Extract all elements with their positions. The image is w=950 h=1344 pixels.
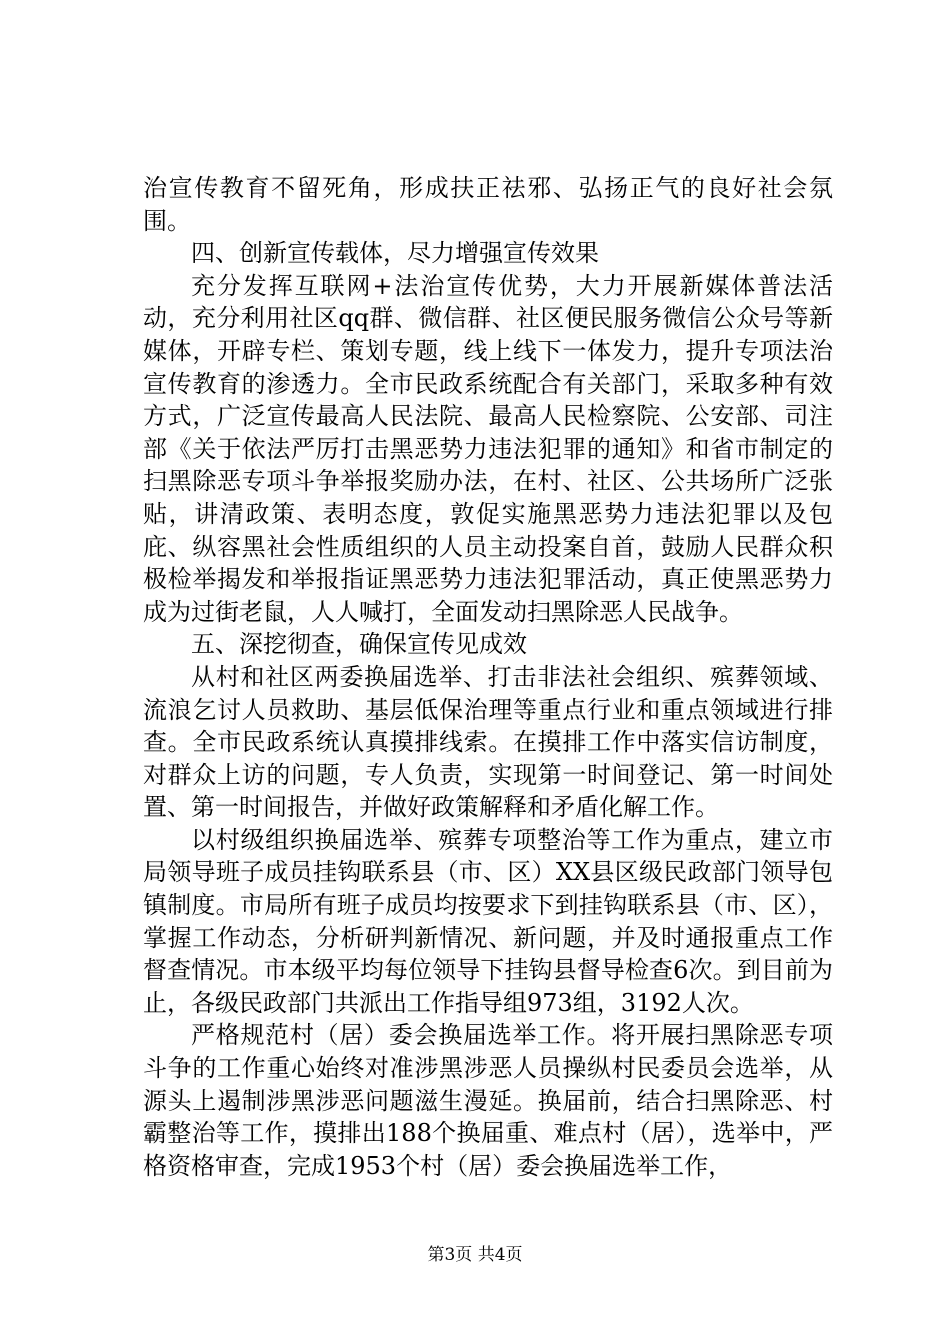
page-number-footer: 第3页 共4页 xyxy=(427,1245,523,1265)
section-heading-4: 四、创新宣传载体，尽力增强宣传效果 xyxy=(191,239,599,268)
paragraph-2: 充分发挥互联网+法治宣传优势，大力开展新媒体普法活动，充分利用社区qq群、微信群、社区便民服务微信公众号等新媒体，开辟专栏、策划专题，线上线下一体发力，提升专项法治宣传教育的渗透力。全市民政系统配合有关部门，采取多种有效方式，广泛宣传最高人民法院、最高人民检察院、公安部、司注部《关于依法严厉打击黑恶势力违法犯罪的通知》和省市制定的扫黑除恶专项斗争举报奖励办法，在村、社区、公共场所广泛张贴，讲清政策、表明态度，敦促实施黑恶势力违法犯罪以及包庇、纵容黑社会性质组织的人员主动投案自首，鼓励人民群众积极检举揭发和举报指证黑恶势力违法犯罪活动，真正使黑恶势力成为过街老鼠，人人喊打，全面发动扫黑除恶人民战争。 xyxy=(143,271,833,626)
paragraph-5: 严格规范村（居）委会换届选举工作。将开展扫黑除恶专项斗争的工作重心始终对准涉黑涉恶人员操纵村民委员会选举，从源头上遏制涉黑涉恶问题滋生漫延。换届前，结合扫黑除恶、村霸整治等工作，摸排出188个换届重、难点村（居），选举中，严格资格审查，完成1953个村（居）委会换届选举工作， xyxy=(143,1021,833,1180)
paragraph-1: 治宣传教育不留死角，形成扶正祛邪、弘扬正气的良好社会氛围。 xyxy=(143,174,833,235)
section-heading-5: 五、深挖彻查，确保宣传见成效 xyxy=(191,630,527,659)
paragraph-4: 以村级组织换届选举、殡葬专项整治等工作为重点，建立市局领导班子成员挂钩联系县（市、区）XX县区级民政部门领导包镇制度。市局所有班子成员均按要求下到挂钩联系县（市、区），掌握工作动态，分析研判新情况、新问题，并及时通报重点工作督查情况。市本级平均每位领导下挂钩县督导检查6次。到目前为止，各级民政部门共派出工作指导组973组，3192人次。 xyxy=(143,825,833,1017)
paragraph-3: 从村和社区两委换届选举、打击非法社会组织、殡葬领域、流浪乞讨人员救助、基层低保治理等重点行业和重点领域进行排查。全市民政系统认真摸排线索。在摸排工作中落实信访制度，对群众上访的问题，专人负责，实现第一时间登记、第一时间处置、第一时间报告，并做好政策解释和矛盾化解工作。 xyxy=(143,662,833,822)
document-body xyxy=(143,172,833,1182)
